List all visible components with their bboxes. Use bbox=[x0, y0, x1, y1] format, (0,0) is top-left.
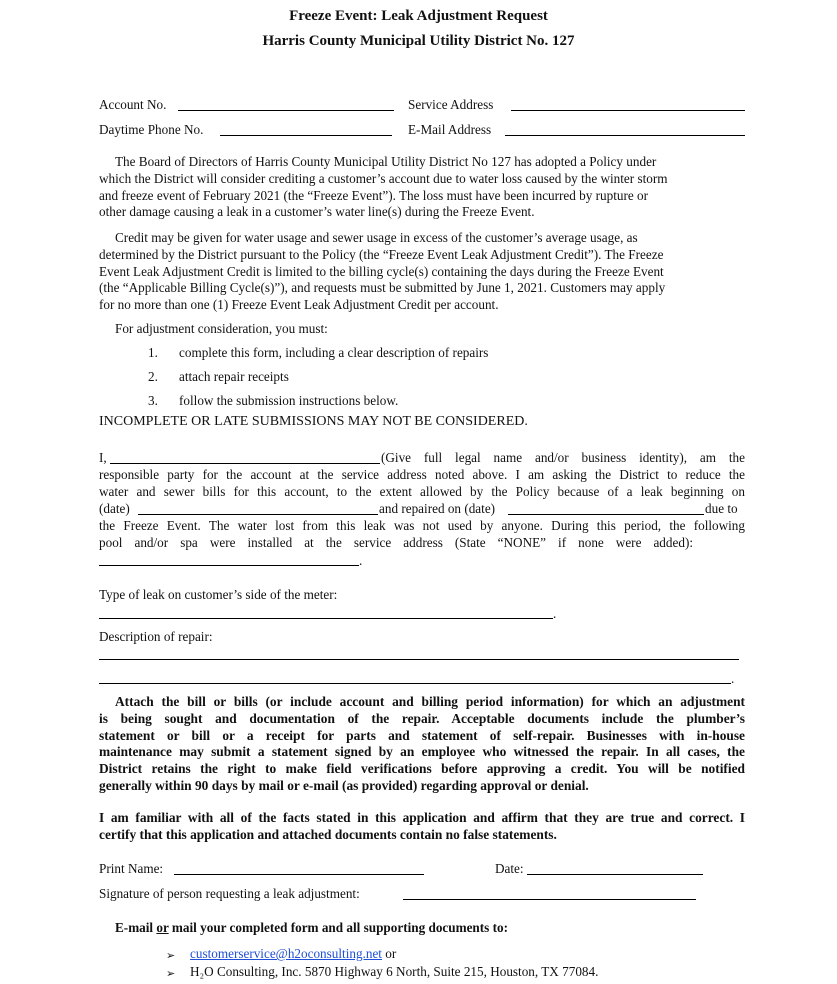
signature-field[interactable] bbox=[403, 887, 696, 900]
leak-begin-date-label: (date) bbox=[99, 501, 130, 516]
arrow-bullet-icon: ➢ bbox=[166, 968, 176, 980]
attach-line: generally within 90 days by mail or e-mail (as provided) regarding approval or denial. bbox=[99, 777, 589, 793]
repair-description-field-2[interactable] bbox=[99, 671, 731, 684]
document-subtitle: Harris County Municipal Utility District No. 127 bbox=[262, 33, 575, 49]
legal-name-field[interactable] bbox=[110, 451, 380, 464]
requirement-item: attach repair receipts bbox=[179, 369, 289, 384]
signature-label: Signature of person requesting a leak adjustment: bbox=[99, 886, 360, 901]
statement-i-label: I, bbox=[99, 450, 107, 465]
leak-type-label: Type of leak on customer’s side of the meter: bbox=[99, 587, 338, 602]
email-line bbox=[190, 946, 396, 963]
legal-name-instruction: (Give full legal name and/or business identity), am the bbox=[381, 450, 745, 465]
statement-line: responsible party for the account at the service address noted above. I am asking the District to reduce the bbox=[99, 467, 745, 482]
print-name-label: Print Name: bbox=[99, 861, 164, 876]
submission-lead-or: or bbox=[156, 920, 169, 935]
arrow-bullet-icon: ➢ bbox=[166, 950, 176, 962]
due-to-label: due to bbox=[705, 501, 738, 516]
attach-line: District retains the right to make field verifications before approving a credit. You will be notified bbox=[99, 761, 745, 777]
email-link[interactable]: customerservice@h2oconsulting.net bbox=[190, 946, 382, 961]
attach-line: is being sought and documentation of the repair. Acceptable documents include the plumber’s bbox=[99, 710, 745, 726]
pool-spa-field[interactable] bbox=[99, 553, 359, 566]
daytime-phone-field[interactable] bbox=[220, 123, 392, 136]
service-address-label: Service Address bbox=[408, 97, 494, 112]
intro-p2-line: (the “Applicable Billing Cycle(s)”), and requests must be submitted by June 1, 2021. Customers may apply bbox=[99, 280, 666, 296]
intro-p1-line: other damage causing a leak in a customer’s water line(s) during the Freeze Event. bbox=[99, 204, 535, 220]
date-label: Date: bbox=[495, 861, 524, 876]
attach-line: statement or bill or a receipt for parts and statement of self-repair. Businesses with in-house bbox=[99, 727, 745, 743]
requirement-number: 1. bbox=[148, 345, 158, 360]
requirement-number: 2. bbox=[148, 369, 158, 384]
intro-paragraph-1 bbox=[99, 154, 745, 221]
submission-lead-pre: E-mail bbox=[115, 920, 157, 935]
email-or: or bbox=[385, 946, 397, 961]
intro-p2-line: determined by the District pursuant to the Policy (the “Freeze Event Leak Adjustment Credit”). The Freeze bbox=[99, 246, 664, 262]
requirement-item: follow the submission instructions below. bbox=[179, 393, 399, 408]
intro-p2-line: for no more than one (1) Freeze Event Leak Adjustment Credit per account. bbox=[99, 297, 499, 313]
submission-instructions bbox=[115, 920, 508, 937]
email-address-label: E-Mail Address bbox=[408, 122, 492, 137]
intro-p1-line: which the District will consider crediting a customer’s account due to water loss caused by the winter storm bbox=[99, 170, 668, 186]
period: . bbox=[359, 553, 363, 568]
certification-line: I am familiar with all of the facts stated in this application and affirm that they are true and correct. I bbox=[99, 810, 745, 825]
repair-description-label: Description of repair: bbox=[99, 629, 213, 644]
attach-line: Attach the bill or bills (or include account and billing period information) for which an adjustment bbox=[115, 694, 745, 709]
date-field[interactable] bbox=[527, 862, 703, 875]
leak-type-field[interactable] bbox=[99, 606, 553, 619]
period: . bbox=[553, 606, 557, 621]
requirement-item: complete this form, including a clear description of repairs bbox=[179, 345, 489, 360]
period: . bbox=[731, 671, 735, 686]
daytime-phone-label: Daytime Phone No. bbox=[99, 122, 204, 137]
intro-p2-line: Event Leak Adjustment Credit is limited to the billing cycle(s) containing the days during the Freeze Event bbox=[99, 263, 664, 279]
print-name-field[interactable] bbox=[174, 862, 424, 875]
account-no-field[interactable] bbox=[178, 98, 394, 111]
certification-line: certify that this application and attached documents contain no false statements. bbox=[99, 826, 557, 842]
repair-description-field-1[interactable] bbox=[99, 647, 739, 660]
requirements-heading: For adjustment consideration, you must: bbox=[115, 321, 328, 336]
repaired-date-field[interactable] bbox=[508, 502, 704, 515]
intro-paragraph-2 bbox=[99, 230, 745, 314]
attach-paragraph bbox=[99, 694, 745, 795]
document-title: Freeze Event: Leak Adjustment Request bbox=[289, 8, 548, 24]
intro-p1-line: and freeze event of February 2021 (the “Freeze Event”). The loss must have been incurred by rupture or bbox=[99, 187, 649, 203]
submission-lead-post: mail your completed form and all supporting documents to: bbox=[168, 920, 508, 935]
leak-begin-date-field[interactable] bbox=[138, 502, 378, 515]
service-address-field[interactable] bbox=[511, 98, 745, 111]
account-no-label: Account No. bbox=[99, 97, 167, 112]
email-address-field[interactable] bbox=[505, 123, 745, 136]
certification-paragraph bbox=[99, 810, 745, 844]
repaired-date-label: and repaired on (date) bbox=[379, 501, 496, 516]
attach-line: maintenance may submit a statement signed by an employee who witnessed the repair. In all cases, the bbox=[99, 744, 745, 760]
intro-p1-line: The Board of Directors of Harris County Municipal Utility District No 127 has adopted a Policy under bbox=[115, 154, 657, 169]
statement-line: water and sewer bills for this account, to the extent allowed by the Policy because of a leak beginning on bbox=[99, 484, 745, 499]
late-submission-warning: INCOMPLETE OR LATE SUBMISSIONS MAY NOT BE CONSIDERED. bbox=[99, 414, 528, 429]
requirement-number: 3. bbox=[148, 393, 158, 408]
intro-p2-line: Credit may be given for water usage and sewer usage in excess of the customer’s average usage, as bbox=[115, 230, 638, 245]
statement-line: pool and/or spa were installed at the service address (State “NONE” if none were added): bbox=[99, 535, 693, 550]
statement-line: the Freeze Event. The water lost from this leak was not used by anyone. During this period, the following bbox=[99, 518, 745, 533]
mailing-address: H₂O Consulting, Inc. 5870 Highway 6 North, Suite 215, Houston, TX 77084. bbox=[190, 964, 599, 979]
